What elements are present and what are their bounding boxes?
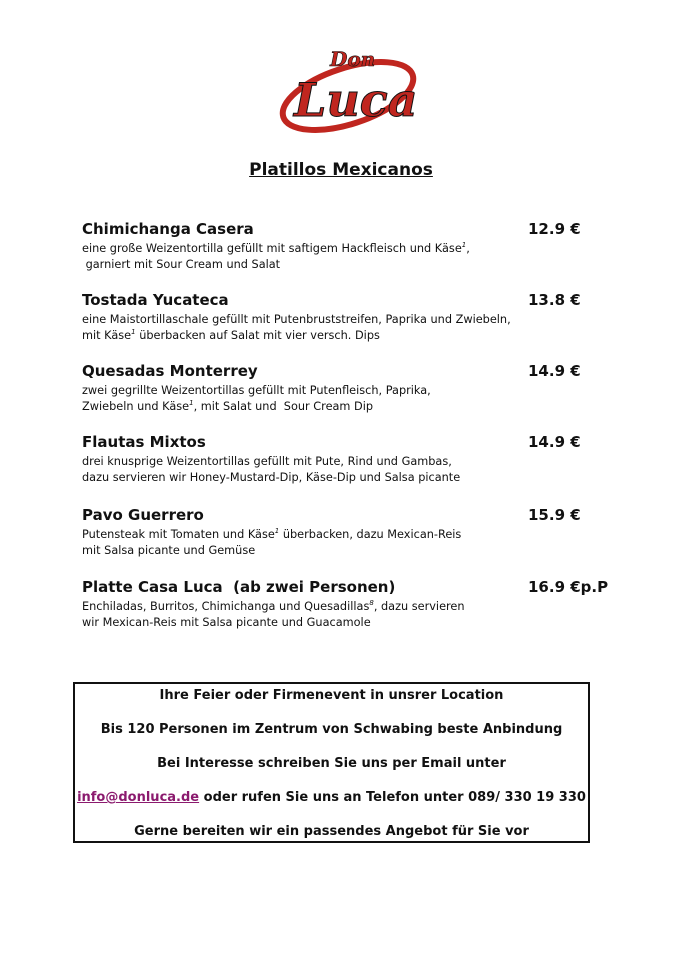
info-line: Ihre Feier oder Firmenevent in unsrer Location (159, 688, 504, 703)
info-contact-line: info@donluca.de oder rufen Sie uns an Telefon unter 089/ 330 19 330 (77, 790, 586, 805)
item-price: 14.9 € (528, 433, 581, 451)
info-line: Bei Interesse schreiben Sie uns per Email unter (157, 756, 506, 771)
item-name: Chimichanga Casera (82, 220, 254, 238)
item-description: Enchiladas, Burritos, Chimichanga und Quesadillas$^8$, dazu servieren wir Mexican-Reis mit Salsa picante und Guacamole (82, 599, 465, 629)
allergen-marker: 1 (461, 241, 467, 250)
menu-item-tostada (82, 290, 642, 344)
allergen-marker: 1 (131, 328, 136, 337)
item-description: eine Maistortillaschale gefüllt mit Putenbruststreifen, Paprika und Zwiebeln, mit Käse$^1$ überbacken auf Salat mit vier versch. Dips (82, 313, 511, 342)
item-description: eine große Weizentortilla gefüllt mit saftigem Hackfleisch und Käse$^1$, garniert mit Sour Cream und Salat (82, 241, 470, 271)
info-line: Gerne bereiten wir ein passendes Angebot für Sie vor (134, 824, 529, 839)
allergen-marker: 1 (274, 527, 280, 536)
menu-item-flautas (82, 432, 642, 486)
allergen-marker: 1 (189, 399, 194, 408)
svg-text:Don: Don (330, 47, 376, 71)
menu-item-quesadas (82, 361, 642, 415)
menu-item-chimichanga (82, 219, 642, 273)
item-price: 12.9 € (528, 220, 581, 238)
event-info-box (73, 682, 590, 843)
item-price: 13.8 € (528, 291, 581, 309)
item-name: Pavo Guerrero (82, 506, 204, 524)
email-link[interactable]: info@donluca.de (77, 790, 200, 805)
svg-text:Luca: Luca (294, 73, 418, 127)
don-luca-logo (272, 38, 424, 146)
item-price: 15.9 € (528, 506, 581, 524)
logo-graphic (272, 38, 424, 146)
item-description: Putensteak mit Tomaten und Käse$^1$ überbacken, dazu Mexican-Reis mit Salsa picante und Gemüse (82, 527, 462, 557)
allergen-marker: 8 (369, 599, 374, 608)
item-name: Flautas Mixtos (82, 433, 206, 451)
item-price: 16.9 €p.P (528, 578, 609, 596)
menu-item-pavo (82, 505, 642, 559)
item-name: Quesadas Monterrey (82, 362, 258, 380)
item-description: drei knusprige Weizentortillas gefüllt mit Pute, Rind und Gambas, dazu servieren wir Honey-Mustard-Dip, Käse-Dip und Salsa picante (82, 455, 461, 484)
item-description: zwei gegrillte Weizentortillas gefüllt mit Putenfleisch, Paprika, Zwiebeln und Käse$^1$, mit Salat und Sour Cream Dip (82, 384, 431, 413)
info-line: Bis 120 Personen im Zentrum von Schwabing beste Anbindung (100, 722, 563, 737)
item-price: 14.9 € (528, 362, 581, 380)
item-name: Tostada Yucateca (82, 291, 229, 309)
menu-item-platte (82, 577, 642, 631)
menu-title: Platillos Mexicanos (249, 160, 433, 180)
item-name: Platte Casa Luca (ab zwei Personen) (82, 578, 396, 596)
